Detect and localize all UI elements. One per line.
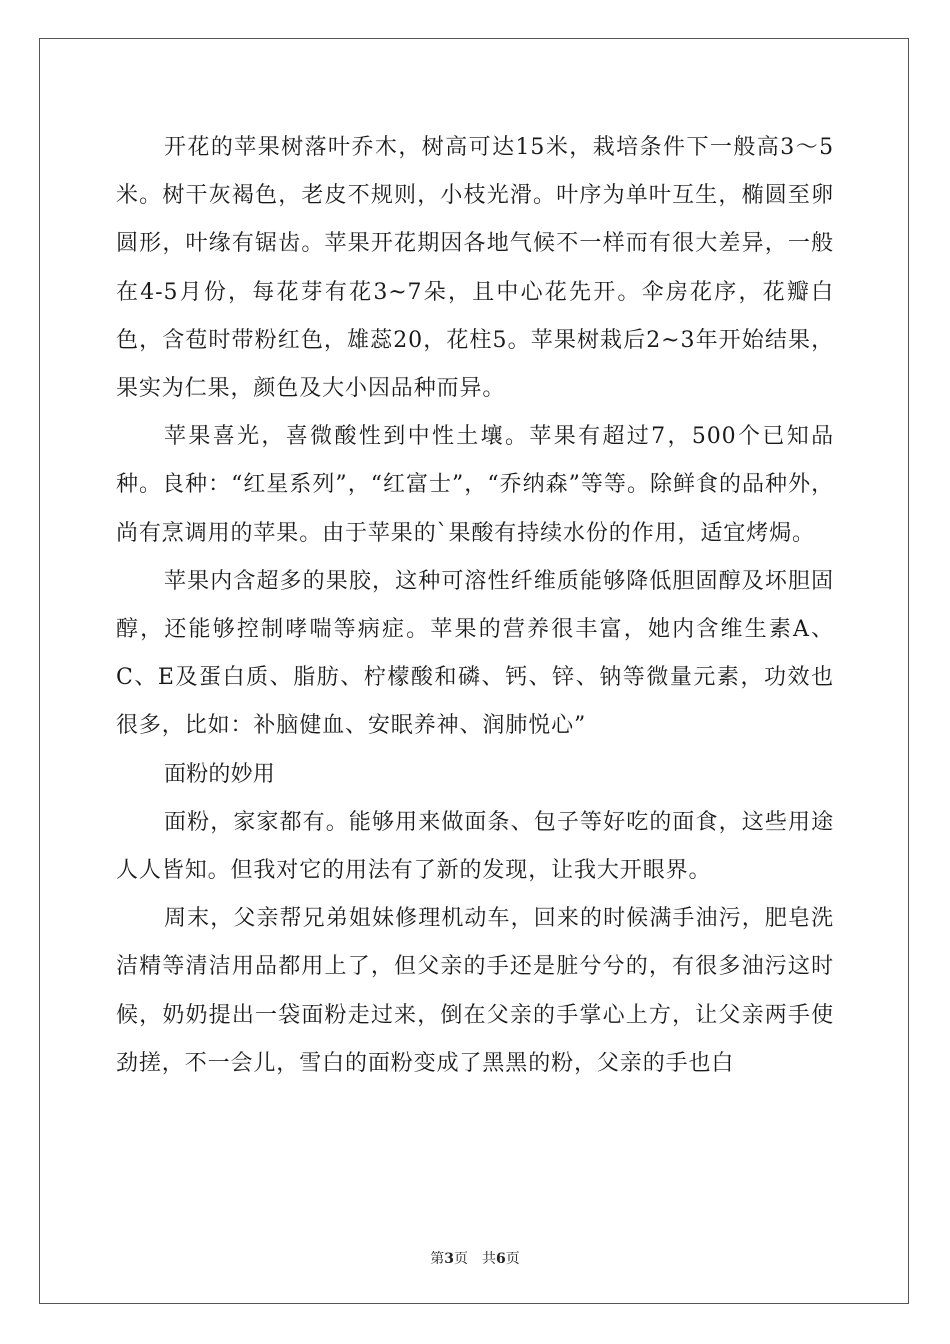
paragraph-apple-nutrition: 苹果内含超多的果胶，这种可溶性纤维质能够降低胆固醇及坏胆固醇，还能够控制哮喘等病症。苹果的营养很丰富，她内含维生素A、C、E及蛋白质、脂肪、柠檬酸和磷、钙、锌、钠等微量元素，功效也很多，比如：补脑健血、安眠养神、润肺悦心”: [116, 568, 834, 739]
paragraph-flour-story: 周末，父亲帮兄弟姐妹修理机动车，回来的时候满手油污，肥皂洗洁精等清洁用品都用上了，但父亲的手还是脏兮兮的，有很多油污这时候，奶奶提出一袋面粉走过来，倒在父亲的手掌心上方，让父亲两手使劲搓，不一会儿，雪白的面粉变成了黑黑的粉，父亲的手也白: [116, 906, 834, 1076]
page-footer: [0, 1248, 950, 1268]
paragraph-flour-intro: 面粉，家家都有。能够用来做面条、包子等好吃的面食，这些用途人人皆知。但我对它的用法有了新的发现，让我大开眼界。: [116, 809, 834, 884]
footer-total-suffix: 页: [505, 1251, 520, 1267]
footer-total-prefix: 共: [482, 1251, 496, 1267]
paragraph-apple-varieties: 苹果喜光，喜微酸性到中性土壤。苹果有超过7，500个已知品种。良种：“红星系列”，“红富士”，“乔纳森”等等。除鲜食的品种外，尚有烹调用的苹果。由于苹果的`果酸有持续水份的作用，适宜烤焗。: [116, 424, 834, 546]
footer-page-prefix: 第: [430, 1251, 445, 1267]
footer-page-suffix: 页: [454, 1251, 468, 1267]
footer-total-pages: 6: [496, 1251, 506, 1267]
footer-page-number: 3: [444, 1251, 454, 1267]
section-heading-flour: 面粉的妙用: [164, 761, 276, 787]
paragraph-apple-description: 开花的苹果树落叶乔木，树高可达15米，栽培条件下一般高3～5米。树干灰褐色，老皮不规则，小枝光滑。叶序为单叶互生，椭圆至卵圆形，叶缘有锯齿。苹果开花期因各地气候不一样而有很大差异，一般在4-5月份，每花芽有花3~7朵，且中心花先开。伞房花序，花瓣白色，含苞时带粉红色，雄蕊20，花柱5。苹果树栽后2~3年开始结果，果实为仁果，颜色及大小因品种而异。: [116, 135, 834, 402]
document-body: [116, 124, 834, 1088]
